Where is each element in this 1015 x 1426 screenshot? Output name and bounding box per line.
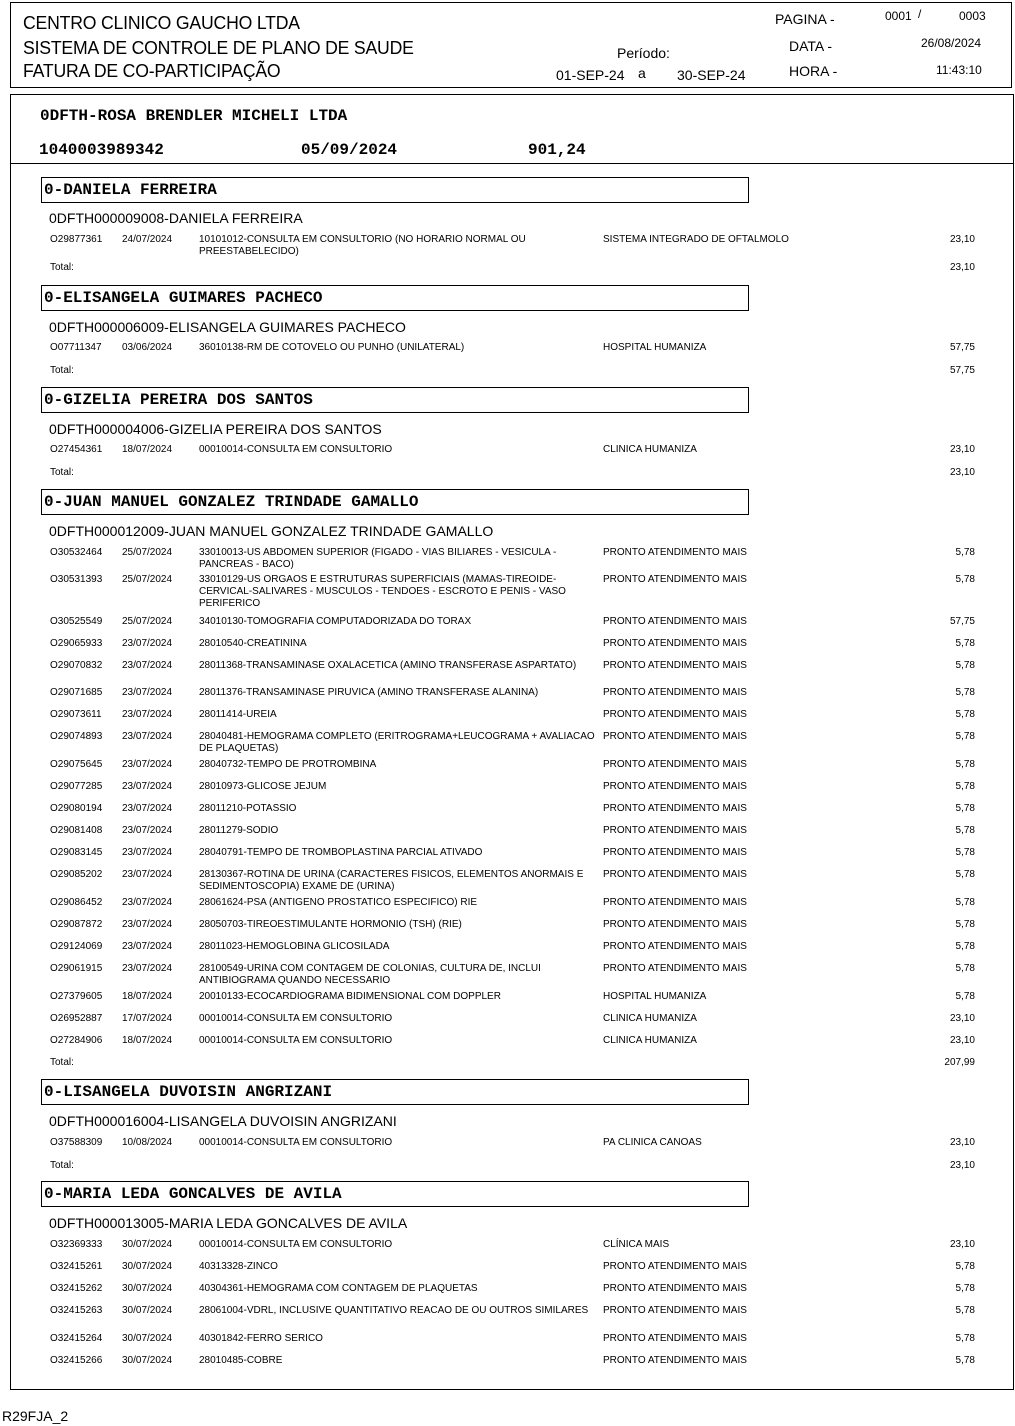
guia-number: O37588309 [50, 1137, 103, 1148]
guia-number: O07711347 [50, 342, 102, 353]
procedure-description: 28130367-ROTINA DE URINA (CARACTERES FISICOS, ELEMENTOS ANORMAIS E SEDIMENTOSCOPIA) EXAME DE (URINA) [199, 869, 584, 892]
amount: 5,78 [955, 709, 975, 720]
procedure-description: 00010014-CONSULTA EM CONSULTORIO [199, 1137, 393, 1148]
provider-name: PRONTO ATENDIMENTO MAIS [603, 963, 747, 974]
total-amount: 23,10 [949, 1160, 975, 1171]
page-separator: / [918, 7, 922, 21]
period-start: 01-SEP-24 [556, 67, 625, 83]
guia-number: O32369333 [50, 1239, 103, 1250]
provider-name: CLÍNICA MAIS [603, 1239, 670, 1250]
amount: 5,78 [955, 638, 975, 649]
total-label: Total: [50, 1160, 74, 1171]
service-date: 30/07/2024 [122, 1333, 173, 1344]
provider-name: PRONTO ATENDIMENTO MAIS [603, 919, 747, 930]
procedure-description: 28050703-TIREOESTIMULANTE HORMONIO (TSH) (RIE) [199, 919, 462, 930]
guia-number: O29081408 [50, 825, 103, 836]
guia-number: O29080194 [50, 803, 103, 814]
procedure-description: 20010133-ECOCARDIOGRAMA BIDIMENSIONAL COM DOPPLER [199, 991, 501, 1002]
member-id: 0DFTH000006009-ELISANGELA GUIMARES PACHECO [49, 319, 406, 335]
amount: 23,10 [949, 234, 975, 245]
amount: 5,78 [955, 660, 975, 671]
time-value: 11:43:10 [936, 63, 982, 77]
provider-name: PRONTO ATENDIMENTO MAIS [603, 825, 747, 836]
service-date: 23/07/2024 [122, 897, 173, 908]
procedure-description: 33010129-US ORGAOS E ESTRUTURAS SUPERFICIAIS (MAMAS-TIREOIDE-CERVICAL-SALIVARES - MUSCULOS - TENDOES - ESCROTO E PENIS - VASO PERIFERICO [199, 574, 566, 609]
procedure-description: 28100549-URINA COM CONTAGEM DE COLONIAS, CULTURA DE, INCLUI ANTIBIOGRAMA QUANDO NECESSARIO [199, 963, 541, 986]
guia-number: O29071685 [50, 687, 103, 698]
member-id: 0DFTH000016004-LISANGELA DUVOISIN ANGRIZANI [49, 1113, 397, 1129]
provider-name: PRONTO ATENDIMENTO MAIS [603, 897, 747, 908]
procedure-description: 34010130-TOMOGRAFIA COMPUTADORIZADA DO TORAX [199, 616, 472, 627]
beneficiary-header [41, 1079, 749, 1105]
service-date: 30/07/2024 [122, 1283, 173, 1294]
amount: 5,78 [955, 963, 975, 974]
guia-number: O29073611 [50, 709, 102, 720]
provider-name: PRONTO ATENDIMENTO MAIS [603, 1305, 747, 1316]
service-date: 23/07/2024 [122, 963, 173, 974]
service-date: 23/07/2024 [122, 781, 173, 792]
report-header [10, 2, 1012, 88]
provider-name: PRONTO ATENDIMENTO MAIS [603, 803, 747, 814]
procedure-description: 28061004-VDRL, INCLUSIVE QUANTITATIVO REACAO DE OU OUTROS SIMILARES [199, 1305, 589, 1316]
guia-number: O27454361 [50, 444, 103, 455]
provider-name: PRONTO ATENDIMENTO MAIS [603, 547, 747, 558]
service-date: 30/07/2024 [122, 1355, 173, 1366]
member-id: 0DFTH000012009-JUAN MANUEL GONZALEZ TRINDADE GAMALLO [49, 523, 494, 539]
member-id: 0DFTH000013005-MARIA LEDA GONCALVES DE AVILA [49, 1215, 408, 1231]
beneficiary-title: 0-JUAN MANUEL GONZALEZ TRINDADE GAMALLO [44, 493, 419, 511]
total-amount: 23,10 [949, 262, 975, 273]
total-amount: 207,99 [944, 1057, 975, 1068]
amount: 23,10 [949, 1137, 975, 1148]
procedure-description: 36010138-RM DE COTOVELO OU PUNHO (UNILATERAL) [199, 342, 465, 353]
amount: 5,78 [955, 803, 975, 814]
guia-number: O30532464 [50, 547, 103, 558]
service-date: 23/07/2024 [122, 660, 173, 671]
divider [11, 163, 1013, 164]
total-label: Total: [50, 1057, 74, 1068]
beneficiary-title: 0-DANIELA FERREIRA [44, 181, 217, 199]
provider-name: PRONTO ATENDIMENTO MAIS [603, 574, 747, 585]
procedure-description: 28011414-UREIA [199, 709, 277, 720]
procedure-description: 00010014-CONSULTA EM CONSULTORIO [199, 1035, 393, 1046]
beneficiary-title: 0-ELISANGELA GUIMARES PACHECO [44, 289, 323, 307]
total-amount: 57,75 [949, 365, 975, 376]
invoice-body [10, 94, 1014, 1390]
service-date: 30/07/2024 [122, 1239, 173, 1250]
service-date: 18/07/2024 [122, 444, 173, 455]
amount: 5,78 [955, 759, 975, 770]
service-date: 23/07/2024 [122, 847, 173, 858]
beneficiary-header [41, 387, 749, 413]
procedure-description: 28011368-TRANSAMINASE OXALACETICA (AMINO TRANSFERASE ASPARTATO) [199, 660, 577, 671]
member-id: 0DFTH000004006-GIZELIA PEREIRA DOS SANTOS [49, 421, 382, 437]
total-amount: 23,10 [949, 467, 975, 478]
amount: 5,78 [955, 919, 975, 930]
provider-name: PRONTO ATENDIMENTO MAIS [603, 1333, 747, 1344]
service-date: 18/07/2024 [122, 991, 173, 1002]
guia-number: O27284906 [50, 1035, 103, 1046]
amount: 5,78 [955, 825, 975, 836]
amount: 57,75 [949, 342, 975, 353]
service-date: 23/07/2024 [122, 825, 173, 836]
amount: 5,78 [955, 1355, 975, 1366]
amount: 5,78 [955, 687, 975, 698]
procedure-description: 28011279-SODIO [199, 825, 279, 836]
guia-number: O32415263 [50, 1305, 103, 1316]
page-current: 0001 [885, 9, 912, 23]
procedure-description: 28010973-GLICOSE JEJUM [199, 781, 327, 792]
amount: 23,10 [949, 1239, 975, 1250]
company-name: CENTRO CLINICO GAUCHO LTDA [23, 13, 300, 33]
procedure-description: 40301842-FERRO SERICO [199, 1333, 323, 1344]
amount: 5,78 [955, 941, 975, 952]
member-id: 0DFTH000009008-DANIELA FERREIRA [49, 210, 303, 226]
service-date: 23/07/2024 [122, 803, 173, 814]
guia-number: O32415264 [50, 1333, 103, 1344]
provider-name: CLINICA HUMANIZA [603, 1013, 697, 1024]
amount: 5,78 [955, 731, 975, 742]
provider-name: PRONTO ATENDIMENTO MAIS [603, 1283, 747, 1294]
total-label: Total: [50, 262, 74, 273]
guia-number: O29070832 [50, 660, 103, 671]
procedure-description: 33010013-US ABDOMEN SUPERIOR (FIGADO - VIAS BILIARES - VESICULA - PANCREAS - BACO) [199, 547, 557, 570]
guia-number: O29074893 [50, 731, 103, 742]
procedure-description: 28040791-TEMPO DE TROMBOPLASTINA PARCIAL ATIVADO [199, 847, 483, 858]
provider-name: PRONTO ATENDIMENTO MAIS [603, 941, 747, 952]
procedure-description: 28010540-CREATININA [199, 638, 307, 649]
procedure-description: 28011023-HEMOGLOBINA GLICOSILADA [199, 941, 390, 952]
document-title: FATURA DE CO-PARTICIPAÇÃO [23, 61, 281, 81]
service-date: 23/07/2024 [122, 941, 173, 952]
amount: 5,78 [955, 547, 975, 558]
provider-name: PRONTO ATENDIMENTO MAIS [603, 687, 747, 698]
provider-name: SISTEMA INTEGRADO DE OFTALMOLO [603, 234, 789, 245]
service-date: 30/07/2024 [122, 1305, 173, 1316]
provider-name: PRONTO ATENDIMENTO MAIS [603, 781, 747, 792]
beneficiary-title: 0-MARIA LEDA GONCALVES DE AVILA [44, 1185, 342, 1203]
service-date: 18/07/2024 [122, 1035, 173, 1046]
beneficiary-header [41, 489, 749, 515]
report-code: R29FJA_2 [2, 1408, 69, 1424]
guia-number: O29077285 [50, 781, 103, 792]
provider-name: PRONTO ATENDIMENTO MAIS [603, 1355, 747, 1366]
invoice-amount: 901,24 [528, 141, 586, 159]
procedure-description: 28040732-TEMPO DE PROTROMBINA [199, 759, 377, 770]
amount: 23,10 [949, 1035, 975, 1046]
service-date: 10/08/2024 [122, 1137, 173, 1148]
service-date: 23/07/2024 [122, 759, 173, 770]
service-date: 25/07/2024 [122, 547, 173, 558]
service-date: 03/06/2024 [122, 342, 173, 353]
system-name: SISTEMA DE CONTROLE DE PLANO DE SAUDE [23, 38, 414, 58]
page-total: 0003 [959, 9, 986, 23]
service-date: 25/07/2024 [122, 574, 173, 585]
service-date: 23/07/2024 [122, 869, 173, 880]
guia-number: O29075645 [50, 759, 103, 770]
amount: 5,78 [955, 1283, 975, 1294]
period-end: 30-SEP-24 [677, 67, 746, 83]
provider-name: PRONTO ATENDIMENTO MAIS [603, 869, 747, 880]
provider-name: HOSPITAL HUMANIZA [603, 991, 707, 1002]
period-label: Período: [617, 45, 670, 61]
guia-number: O29086452 [50, 897, 103, 908]
guia-number: O26952887 [50, 1013, 103, 1024]
provider-name: PRONTO ATENDIMENTO MAIS [603, 759, 747, 770]
period-separator: a [638, 65, 646, 81]
amount: 23,10 [949, 1013, 975, 1024]
provider-name: PRONTO ATENDIMENTO MAIS [603, 616, 747, 627]
amount: 5,78 [955, 991, 975, 1002]
amount: 5,78 [955, 897, 975, 908]
beneficiary-header [41, 1181, 749, 1207]
procedure-description: 00010014-CONSULTA EM CONSULTORIO [199, 1013, 393, 1024]
procedure-description: 28040481-HEMOGRAMA COMPLETO (ERITROGRAMA+LEUCOGRAMA + AVALIACAO DE PLAQUETAS) [199, 731, 595, 754]
procedure-description: 28011210-POTASSIO [199, 803, 297, 814]
provider-name: PRONTO ATENDIMENTO MAIS [603, 660, 747, 671]
guia-number: O32415266 [50, 1355, 103, 1366]
guia-number: O27379605 [50, 991, 103, 1002]
service-date: 17/07/2024 [122, 1013, 173, 1024]
provider-name: HOSPITAL HUMANIZA [603, 342, 707, 353]
beneficiary-header [41, 177, 749, 203]
service-date: 23/07/2024 [122, 709, 173, 720]
guia-number: O29087872 [50, 919, 103, 930]
provider-name: CLINICA HUMANIZA [603, 1035, 697, 1046]
amount: 5,78 [955, 1305, 975, 1316]
procedure-description: 00010014-CONSULTA EM CONSULTORIO [199, 1239, 393, 1250]
provider-name: PRONTO ATENDIMENTO MAIS [603, 847, 747, 858]
amount: 57,75 [949, 616, 975, 627]
client-name: 0DFTH-ROSA BRENDLER MICHELI LTDA [40, 107, 348, 125]
provider-name: PRONTO ATENDIMENTO MAIS [603, 709, 747, 720]
service-date: 24/07/2024 [122, 234, 173, 245]
provider-name: PRONTO ATENDIMENTO MAIS [603, 638, 747, 649]
amount: 5,78 [955, 869, 975, 880]
service-date: 23/07/2024 [122, 687, 173, 698]
service-date: 23/07/2024 [122, 919, 173, 930]
service-date: 30/07/2024 [122, 1261, 173, 1272]
procedure-description: 28010485-COBRE [199, 1355, 283, 1366]
invoice-due-date: 05/09/2024 [301, 141, 398, 159]
procedure-description: 28011376-TRANSAMINASE PIRUVICA (AMINO TRANSFERASE ALANINA) [199, 687, 539, 698]
amount: 23,10 [949, 444, 975, 455]
time-label: HORA - [789, 63, 838, 79]
amount: 5,78 [955, 781, 975, 792]
procedure-description: 00010014-CONSULTA EM CONSULTORIO [199, 444, 393, 455]
amount: 5,78 [955, 1333, 975, 1344]
guia-number: O29083145 [50, 847, 103, 858]
service-date: 23/07/2024 [122, 638, 173, 649]
provider-name: PA CLINICA CANOAS [603, 1137, 702, 1148]
procedure-description: 10101012-CONSULTA EM CONSULTORIO (NO HORARIO NORMAL OU PREESTABELECIDO) [199, 234, 526, 257]
guia-number: O30525549 [50, 616, 103, 627]
page-label: PAGINA - [775, 11, 835, 27]
invoice-number: 1040003989342 [39, 141, 164, 159]
service-date: 25/07/2024 [122, 616, 173, 627]
guia-number: O29877361 [50, 234, 103, 245]
total-label: Total: [50, 365, 74, 376]
guia-number: O29061915 [50, 963, 103, 974]
total-label: Total: [50, 467, 74, 478]
provider-name: PRONTO ATENDIMENTO MAIS [603, 731, 747, 742]
guia-number: O32415262 [50, 1283, 103, 1294]
provider-name: PRONTO ATENDIMENTO MAIS [603, 1261, 747, 1272]
guia-number: O29124069 [50, 941, 103, 952]
guia-number: O29085202 [50, 869, 103, 880]
amount: 5,78 [955, 574, 975, 585]
date-value: 26/08/2024 [921, 36, 982, 50]
provider-name: CLINICA HUMANIZA [603, 444, 697, 455]
procedure-description: 40313328-ZINCO [199, 1261, 278, 1272]
service-date: 23/07/2024 [122, 731, 173, 742]
beneficiary-title: 0-LISANGELA DUVOISIN ANGRIZANI [44, 1083, 333, 1101]
guia-number: O29065933 [50, 638, 103, 649]
date-label: DATA - [789, 38, 833, 54]
procedure-description: 40304361-HEMOGRAMA COM CONTAGEM DE PLAQUETAS [199, 1283, 478, 1294]
amount: 5,78 [955, 1261, 975, 1272]
beneficiary-header [41, 285, 749, 311]
procedure-description: 28061624-PSA (ANTIGENO PROSTATICO ESPECIFICO) RIE [199, 897, 478, 908]
guia-number: O30531393 [50, 574, 103, 585]
amount: 5,78 [955, 847, 975, 858]
guia-number: O32415261 [50, 1261, 103, 1272]
beneficiary-title: 0-GIZELIA PEREIRA DOS SANTOS [44, 391, 313, 409]
